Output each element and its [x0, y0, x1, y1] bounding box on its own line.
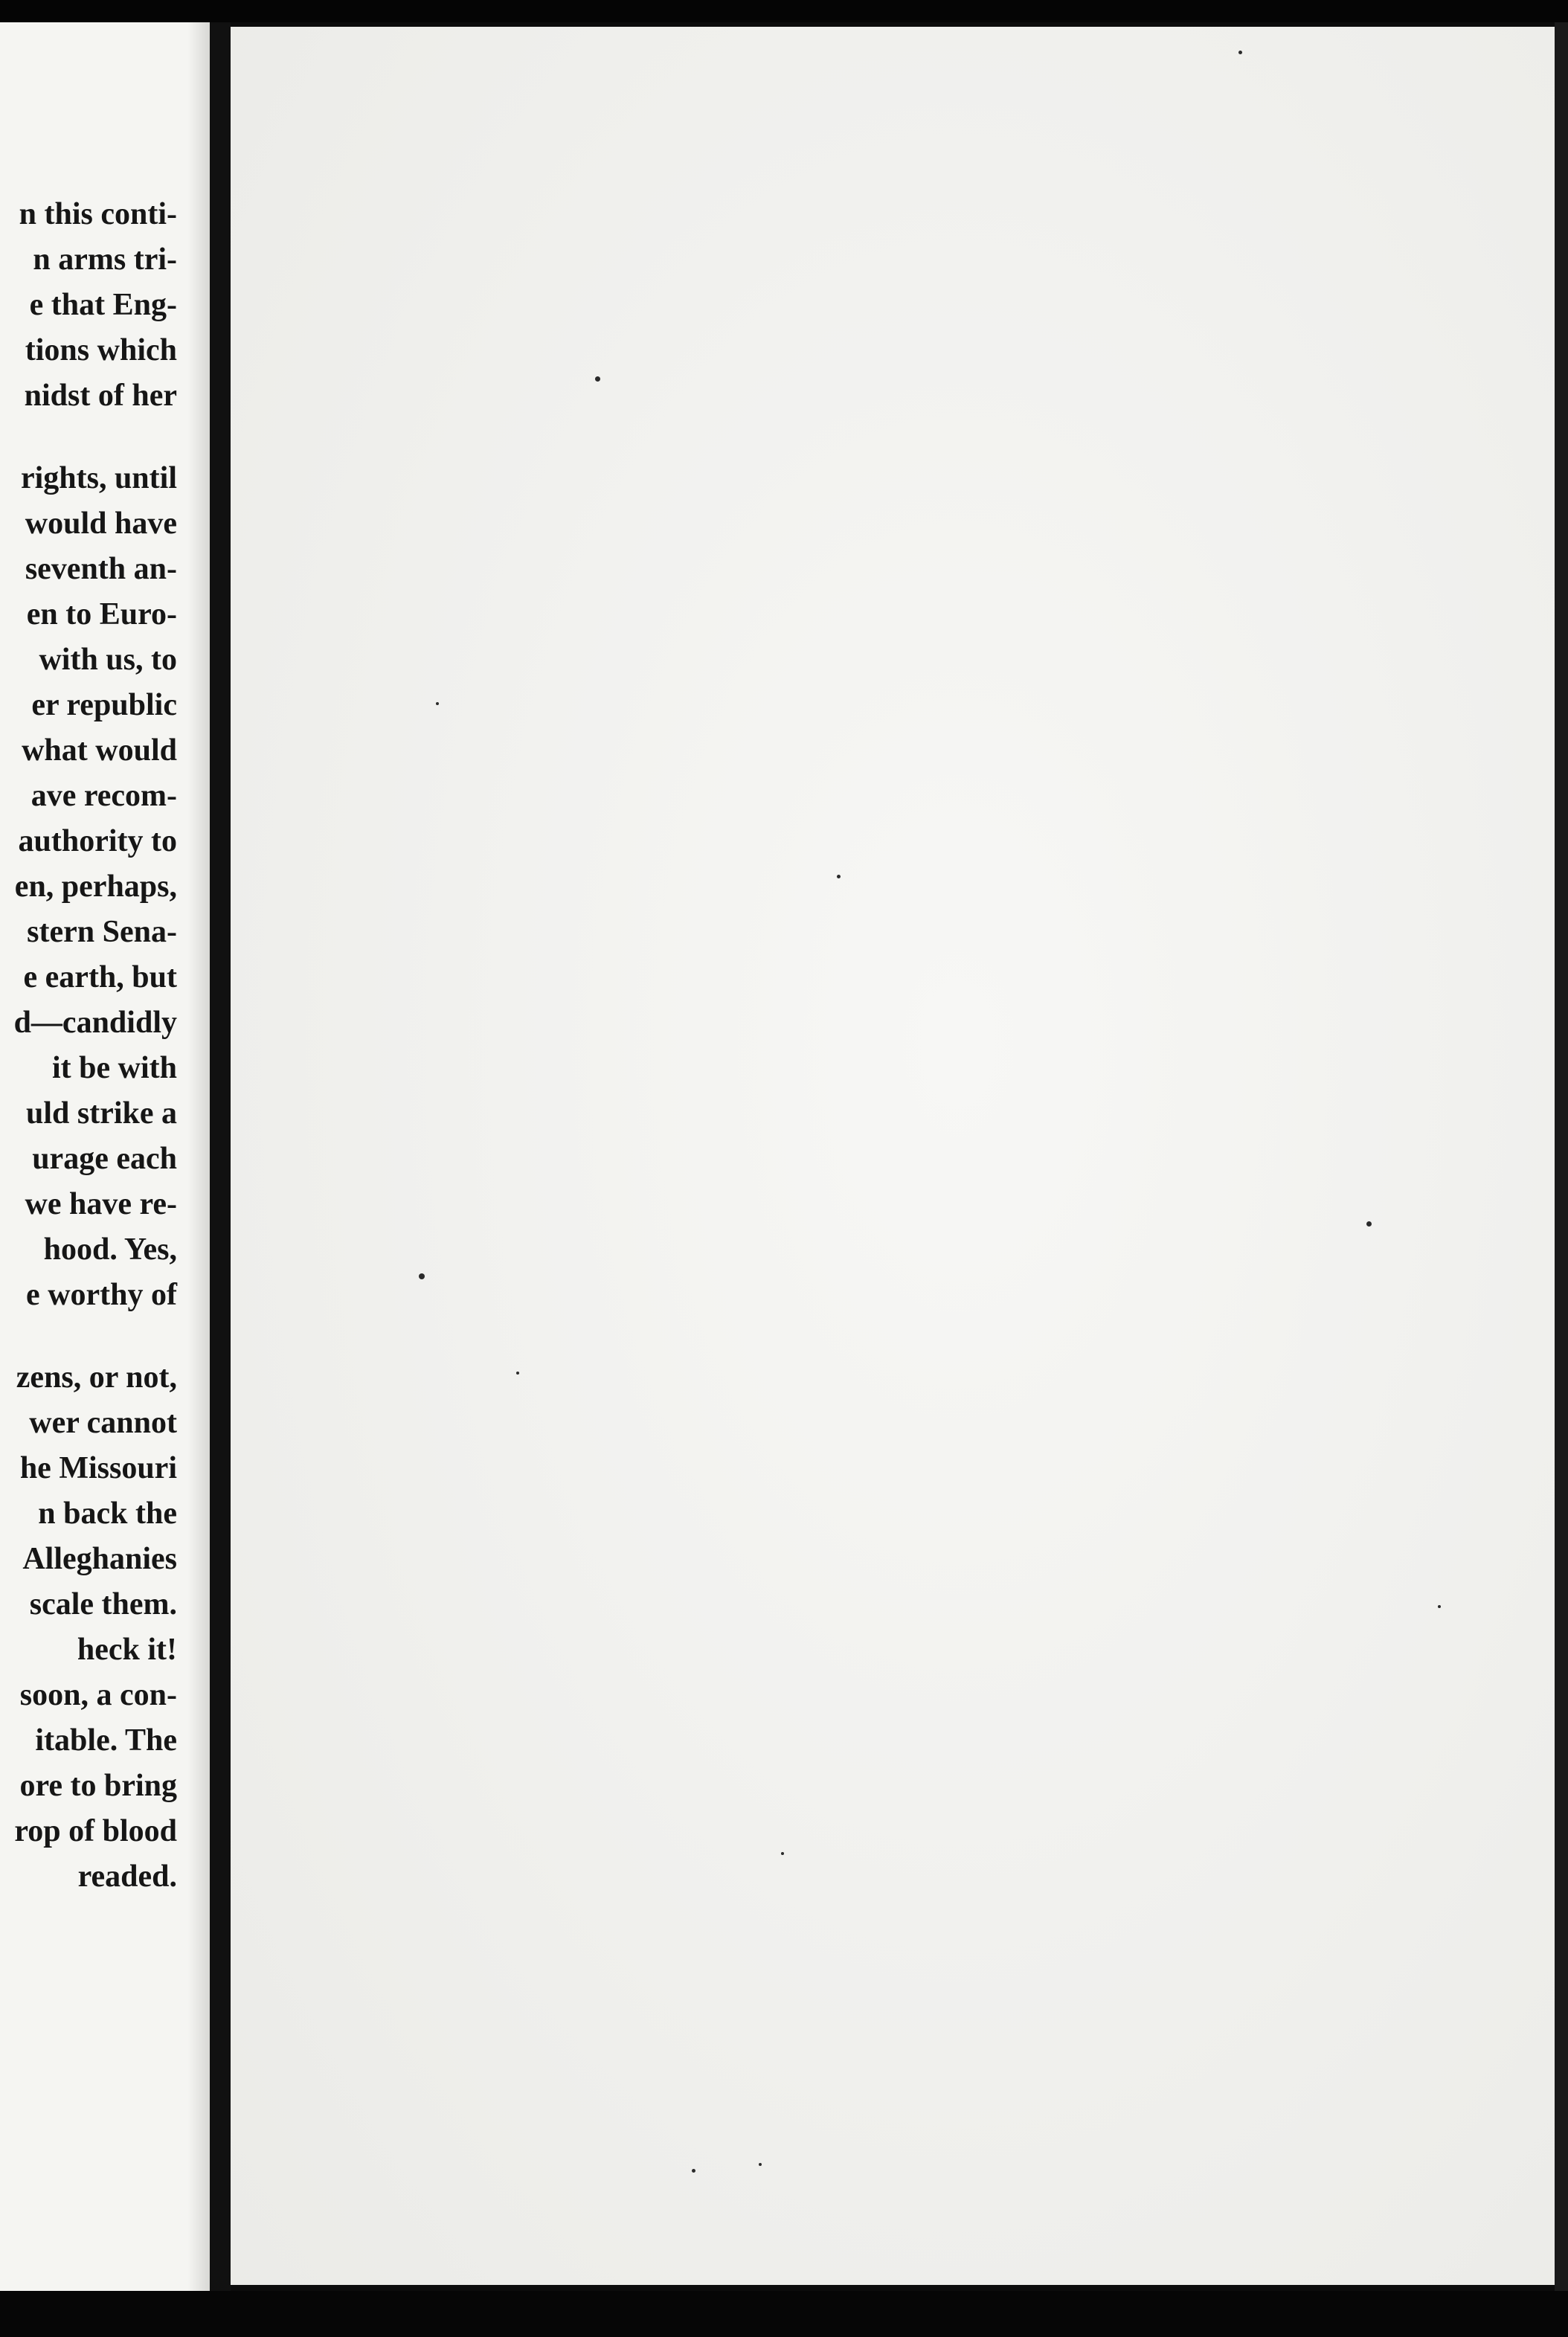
top-scan-border	[0, 0, 1568, 22]
paper-speck	[1438, 1605, 1441, 1608]
bottom-scan-border	[0, 2291, 1568, 2337]
paper-speck	[1366, 1221, 1372, 1227]
text-line: he Missouri	[19, 1451, 177, 1485]
left-page-text-column	[0, 192, 177, 1900]
right-scan-border	[1555, 22, 1568, 2291]
text-line: urage each	[32, 1142, 177, 1176]
text-line: hood. Yes,	[43, 1232, 177, 1267]
text-line: soon, a con-	[19, 1678, 177, 1712]
paper-speck	[692, 2169, 695, 2173]
paper-speck	[595, 376, 600, 382]
text-line: ave recom-	[30, 779, 177, 813]
paper-speck	[781, 1852, 784, 1855]
text-line: n arms tri-	[33, 242, 177, 277]
text-line: rop of blood	[14, 1814, 177, 1848]
text-line: what would	[22, 733, 177, 768]
text-line: authority to	[18, 824, 177, 858]
text-line: n back the	[38, 1497, 177, 1531]
paper-speck	[759, 2163, 762, 2166]
text-line: rights, until	[20, 461, 177, 495]
text-line: uld strike a	[25, 1096, 177, 1131]
text-line: d—candidly	[13, 1006, 177, 1040]
text-line: it be with	[52, 1051, 177, 1085]
paragraph-break	[0, 419, 177, 456]
right-page-blank	[231, 27, 1555, 2285]
text-line: n this conti-	[19, 197, 177, 231]
text-line: Alleghanies	[22, 1542, 177, 1576]
paper-speck	[1238, 51, 1242, 54]
paper-speck	[516, 1372, 519, 1375]
paragraph-break	[0, 1318, 177, 1355]
left-page-gutter-shadow	[187, 22, 210, 2291]
text-line: e worthy of	[26, 1278, 177, 1312]
text-line: ore to bring	[19, 1769, 177, 1803]
text-line: tions which	[25, 333, 177, 367]
text-line: we have re-	[25, 1187, 177, 1221]
text-line: wer cannot	[29, 1406, 177, 1440]
paper-speck	[436, 702, 439, 705]
text-line: itable. The	[35, 1723, 177, 1758]
text-line: stern Sena-	[27, 915, 177, 949]
book-gutter	[210, 22, 231, 2291]
paper-speck	[419, 1273, 425, 1279]
text-line: en to Euro-	[26, 597, 177, 631]
text-line: e that Eng-	[29, 288, 177, 322]
paper-speck	[837, 875, 841, 878]
text-line: zens, or not,	[16, 1360, 177, 1395]
text-line: e earth, but	[23, 960, 177, 994]
text-line: er republic	[31, 688, 177, 722]
text-line: readed.	[77, 1859, 177, 1894]
right-page-paper-tint	[231, 27, 1555, 2285]
text-line: would have	[25, 507, 177, 541]
left-page	[0, 22, 210, 2291]
text-line: with us, to	[39, 643, 177, 677]
text-line: nidst of her	[24, 379, 177, 413]
text-line: seventh an-	[25, 552, 177, 586]
text-line: heck it!	[77, 1633, 177, 1667]
text-line: en, perhaps,	[14, 869, 177, 904]
text-line: scale them.	[29, 1587, 177, 1621]
